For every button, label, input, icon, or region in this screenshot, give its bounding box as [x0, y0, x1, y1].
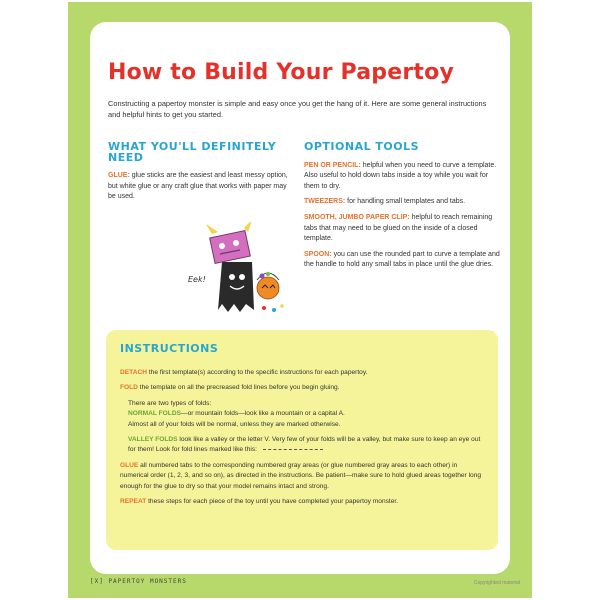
- valley-folds: [120, 435, 486, 456]
- candy: [272, 308, 276, 312]
- monster-illustration: [182, 222, 292, 322]
- monster-body: [218, 262, 254, 312]
- definitely-need-header: WHAT YOU'LL DEFINITELY NEED: [108, 140, 277, 164]
- page-footer: [X] PAPERTOY MONSTERS: [90, 578, 187, 585]
- glue-paragraph: [108, 171, 288, 203]
- monster-eye-right: [239, 274, 245, 280]
- tool-item: [304, 213, 500, 245]
- optional-tools-section: [304, 142, 500, 276]
- fold-label: FOLD: [120, 384, 138, 392]
- detach-step: [120, 368, 486, 378]
- glue-step: [120, 461, 486, 492]
- optional-tools-header: OPTIONAL TOOLS: [304, 140, 420, 153]
- repeat-label: REPEAT: [120, 498, 147, 506]
- valley-folds-text: look like a valley or the letter V. Very few of your folds will be a valley, but make sure to keep an eye out for them! Look for fold lines marked like this:: [128, 436, 481, 454]
- normal-folds: [120, 409, 486, 419]
- tool-label: SMOOTH, JUMBO PAPER CLIP:: [304, 213, 410, 221]
- tool-text: helpful when you need to curve a template. Also useful to hold down tabs inside a toy while you wait for them to dry.: [304, 161, 497, 190]
- repeat-text: these steps for each piece of the toy until you have completed your papertoy monster.: [146, 498, 399, 506]
- content-card: [90, 22, 510, 574]
- page-title: How to Build Your Papertoy: [108, 60, 454, 85]
- pumpkin-pail: [257, 272, 279, 299]
- normal-folds-note: Almost all of your folds will be normal, unless they are marked otherwise.: [128, 420, 341, 428]
- repeat-step: [120, 497, 486, 507]
- fold-step: [120, 383, 486, 393]
- instructions-body: [120, 368, 486, 512]
- glue-step-label: GLUE: [120, 461, 139, 469]
- tool-text: for handling small templates and tabs.: [345, 198, 466, 206]
- instructions-header: INSTRUCTIONS: [120, 342, 219, 355]
- valley-folds-label: VALLEY FOLDS: [128, 436, 178, 444]
- copyright-note: Copyrighted material: [473, 580, 520, 586]
- candy: [280, 304, 284, 308]
- tool-item: [304, 250, 500, 271]
- normal-folds-text: —or mountain folds—look like a mountain or a capital A.: [181, 410, 345, 418]
- instructions-box: [106, 330, 498, 550]
- definitely-need-section: [108, 142, 288, 208]
- detach-text: the first template(s) according to the specific instructions for each papertoy.: [146, 369, 368, 376]
- tool-label: TWEEZERS:: [304, 198, 346, 206]
- glue-label: GLUE:: [108, 172, 130, 180]
- glue-text: glue sticks are the easiest and least messy option, but white glue or any craft glue that works with paper may be used.: [108, 172, 288, 201]
- normal-folds-label: NORMAL FOLDS: [128, 410, 181, 418]
- tool-text: helpful to reach remaining tabs that may need to be glued on the inside of a closed template.: [304, 213, 493, 243]
- box-mask: [206, 222, 252, 263]
- eek-caption: Eek!: [188, 275, 206, 284]
- glue-step-text: all numbered tabs to the corresponding numbered gray areas (or glue numbered gray areas to each other) in numerical order (1, 2, 3, and so on), as directed in the instructions. Be patient—make sure to hold glued areas together long enough for the glue to dry so that your model remains intact and strong.: [120, 461, 482, 490]
- detach-label: DETACH: [120, 369, 147, 376]
- tool-item: [304, 197, 500, 208]
- fold-text: the template on all the precreased fold lines before you begin gluing.: [137, 384, 340, 392]
- intro-paragraph: Constructing a papertoy monster is simple and easy once you get the hang of it. Here are some general instructions and helpful hints to get you started.: [108, 99, 487, 119]
- candy: [262, 306, 266, 310]
- fold-types: There are two types of folds:: [128, 399, 212, 407]
- page-border: [68, 2, 532, 598]
- tool-item: [304, 161, 500, 193]
- tool-label: PEN OR PENCIL:: [304, 161, 361, 169]
- tool-text: you can use the rounded part to curve a template and the handle to hold any small tabs in place until the glue dries.: [304, 250, 500, 269]
- tool-label: SPOON:: [304, 250, 332, 258]
- monster-eye-left: [229, 274, 235, 280]
- valley-fold-line-sample: [263, 449, 323, 450]
